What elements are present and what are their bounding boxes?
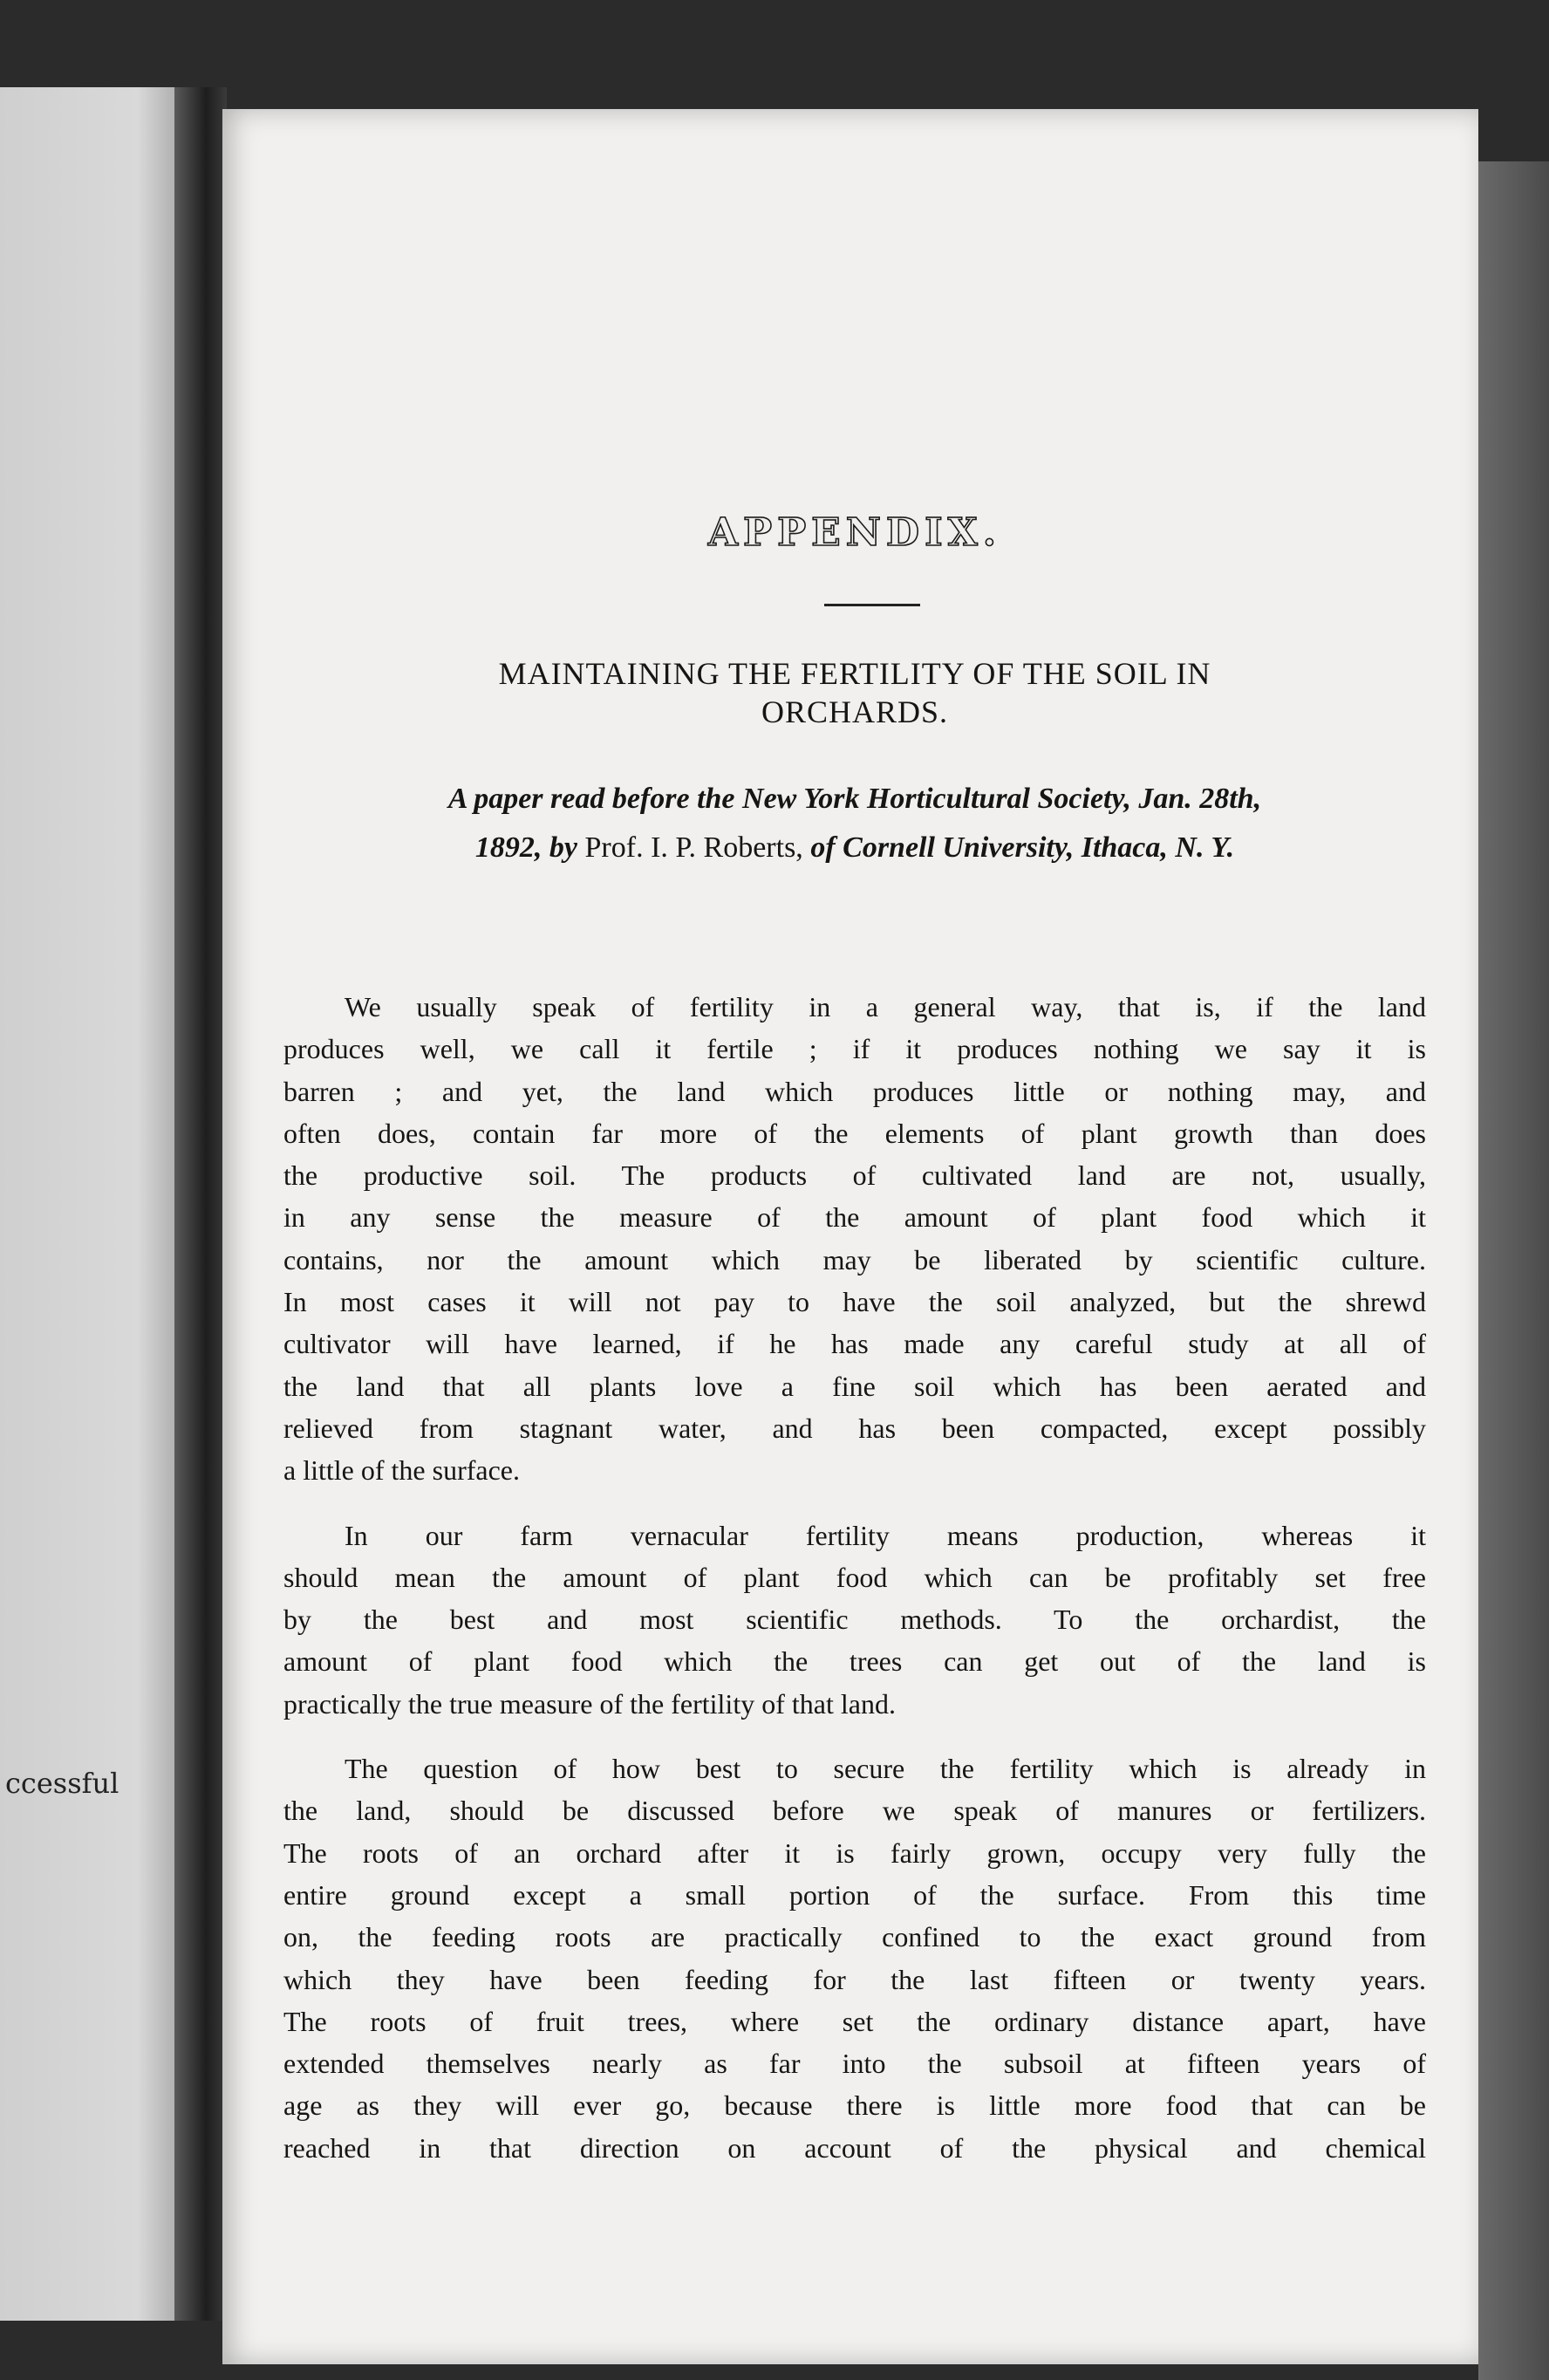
byline-date: 1892, by [474, 831, 578, 864]
text-line: the productive soil. The products of cultivated land are not, usually, [283, 1159, 1426, 1192]
text-line: contains, nor the amount which may be liberated by scientific culture. [283, 1243, 1426, 1275]
text-line: cultivator will have learned, if he has made any careful study at all of [283, 1328, 1426, 1360]
text-line: the land that all plants love a fine soil which has been aerated and [283, 1370, 1426, 1402]
text-line: should mean the amount of plant food which can be profitably set free [283, 1561, 1426, 1593]
text-line: in any sense the measure of the amount of plant food which it [283, 1201, 1426, 1234]
text-line: often does, contain far more of the elements of plant growth than does [283, 1117, 1426, 1149]
text-line: the land, should be discussed before we speak of manures or fertilizers. [283, 1795, 1426, 1827]
appendix-heading: APPENDIX. [707, 510, 1002, 555]
article-body [283, 986, 1426, 2169]
left-facing-page [0, 87, 196, 2321]
text-line: The roots of fruit trees, where set the ordinary distance apart, have [283, 2005, 1426, 2037]
left-page-edge-text: ccessful [5, 1767, 119, 1800]
text-line: extended themselves nearly as far into the subsoil at fifteen years of [283, 2048, 1426, 2080]
paragraph-1 [283, 986, 1426, 1492]
page-edge [1478, 161, 1549, 2380]
title-line-1: MAINTAINING THE FERTILITY OF THE SOIL IN [498, 656, 1211, 691]
text-line: In our farm vernacular fertility means production, whereas it [345, 1519, 1426, 1551]
text-line: on, the feeding roots are practically confined to the exact ground from [283, 1921, 1426, 1953]
byline [283, 775, 1426, 872]
text-line: age as they will ever go, because there is little more food that can be [283, 2089, 1426, 2122]
text-line: by the best and most scientific methods. To the orchardist, the [283, 1604, 1426, 1636]
text-line: The roots of an orchard after it is fairly grown, occupy very fully the [283, 1836, 1426, 1869]
byline-author: Prof. I. P. Roberts, [584, 831, 803, 864]
text-line: amount of plant food which the trees can get out of the land is [283, 1645, 1426, 1678]
text-line: practically the true measure of the fertility of that land. [283, 1687, 896, 1720]
book-page [222, 109, 1478, 2364]
book-spine [174, 87, 227, 2321]
byline-line-1: A paper read before the New York Horticultural Society, Jan. 28th, [447, 783, 1262, 815]
paragraph-2 [283, 1515, 1426, 1725]
text-line: We usually speak of fertility in a general way, that is, if the land [345, 991, 1426, 1022]
text-line: produces well, we call it fertile ; if it produces nothing we say it is [283, 1033, 1426, 1065]
text-line: a little of the surface. [283, 1454, 520, 1487]
text-line: entire ground except a small portion of the surface. From this time [283, 1878, 1426, 1911]
text-line: barren ; and yet, the land which produces little or nothing may, and [283, 1075, 1426, 1107]
text-line: In most cases it will not pay to have the soil analyzed, but the shrewd [283, 1286, 1426, 1318]
paragraph-3 [283, 1747, 1426, 2169]
text-line: The question of how best to secure the fertility which is already in [345, 1753, 1426, 1785]
heading-rule [824, 604, 920, 606]
article-title [283, 654, 1426, 731]
byline-affiliation: of Cornell University, Ithaca, N. Y. [810, 831, 1235, 864]
byline-line-2 [283, 824, 1426, 872]
title-line-2: ORCHARDS. [761, 694, 949, 729]
text-line: relieved from stagnant water, and has been compacted, except possibly [283, 1412, 1426, 1444]
text-line: which they have been feeding for the last fifteen or twenty years. [283, 1963, 1426, 1995]
text-line: reached in that direction on account of the physical and chemical [283, 2131, 1426, 2164]
